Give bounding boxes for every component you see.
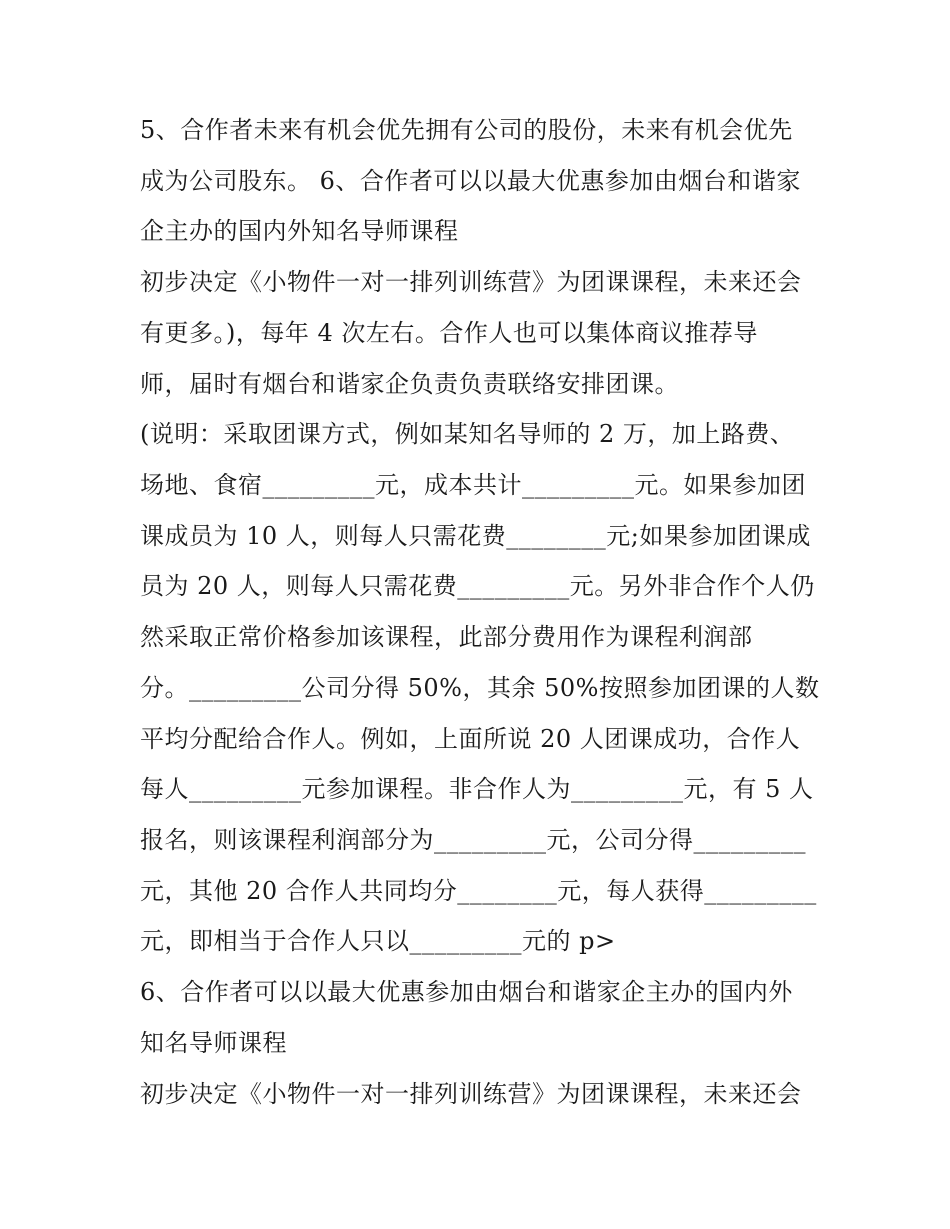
text-line: 平均分配给合作人。例如，上面所说 20 人团课成功，合作人 bbox=[140, 725, 801, 753]
text-line: 元，其他 20 合作人共同均分________元，每人获得_________ bbox=[140, 877, 817, 905]
text-line: 初步决定《小物件一对一排列训练营》为团课课程，未来还会 bbox=[140, 268, 802, 296]
text-line: 知名导师课程 bbox=[140, 1029, 287, 1057]
text-line: 5、合作者未来有机会优先拥有公司的股份，未来有机会优先 bbox=[140, 116, 793, 144]
text-line: 员为 20 人，则每人只需花费_________元。另外非合作个人仍 bbox=[140, 572, 815, 600]
text-line: 有更多。)，每年 4 次左右。合作人也可以集体商议推荐导 bbox=[140, 319, 758, 347]
text-line: 6、合作者可以以最大优惠参加由烟台和谐家企主办的国内外 bbox=[140, 978, 793, 1006]
text-line: 每人_________元参加课程。非合作人为_________元，有 5 人 bbox=[140, 775, 814, 803]
text-line: 师，届时有烟台和谐家企负责负责联络安排团课。 bbox=[140, 370, 679, 398]
text-line: 课成员为 10 人，则每人只需花费________元;如果参加团课成 bbox=[140, 522, 811, 550]
text-line: 初步决定《小物件一对一排列训练营》为团课课程，未来还会 bbox=[140, 1080, 802, 1108]
text-line: 场地、食宿_________元，成本共计_________元。如果参加团 bbox=[140, 471, 806, 499]
text-line: 报名，则该课程利润部分为_________元，公司分得_________ bbox=[140, 826, 806, 854]
text-line: (说明：采取团课方式，例如某知名导师的 2 万，加上路费、 bbox=[140, 420, 795, 448]
text-line: 然采取正常价格参加该课程，此部分费用作为课程利润部 bbox=[140, 623, 753, 651]
text-line: 企主办的国内外知名导师课程 bbox=[140, 217, 459, 245]
text-line: 元，即相当于合作人只以_________元的 p> bbox=[140, 927, 616, 955]
text-line: 成为公司股东。 6、合作者可以以最大优惠参加由烟台和谐家 bbox=[140, 167, 801, 195]
text-line: 分。_________公司分得 50%，其余 50%按照参加团课的人数 bbox=[140, 674, 820, 702]
